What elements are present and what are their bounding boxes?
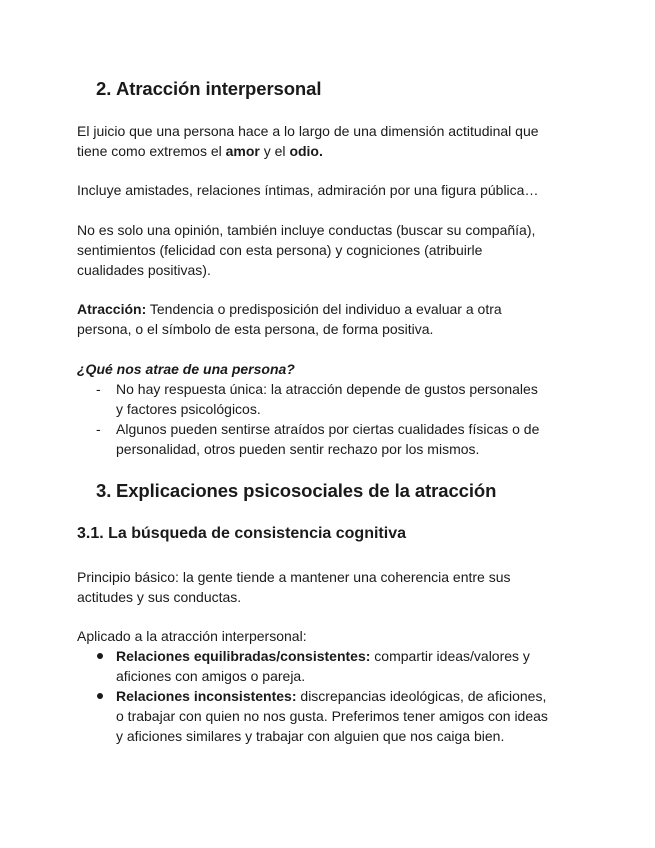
- question-heading: [77, 359, 592, 379]
- section-3-number: 3.: [96, 480, 112, 501]
- list-item-line: [116, 686, 597, 706]
- text-span: y el: [259, 143, 290, 159]
- dash-marker: -: [96, 421, 101, 437]
- paragraph-definition: [77, 121, 592, 161]
- section-2-number: 2.: [96, 78, 112, 99]
- paragraph-atraccion-definition: [77, 299, 592, 339]
- bullet-list: [77, 646, 597, 746]
- paragraph-line: actitudes y sus conductas.: [77, 589, 242, 605]
- paragraph-applied: [77, 626, 592, 646]
- list-item: [77, 646, 597, 686]
- text-span: Tendencia o predisposición del individuo a evaluar a otra: [146, 301, 502, 317]
- dash-list: [77, 379, 597, 459]
- list-item-line: [116, 646, 597, 666]
- paragraph-line: Principio básico: la gente tiende a mantener una coherencia entre sus: [77, 569, 511, 585]
- bullet-icon: [97, 693, 103, 699]
- list-item-line: No hay respuesta única: la atracción depende de gustos personales: [116, 381, 538, 397]
- list-item-line: o trabajar con quien no nos gusta. Preferimos tener amigos con ideas: [116, 708, 548, 724]
- paragraph-line: persona, o el símbolo de esta persona, de forma positiva.: [77, 321, 434, 337]
- paragraph-line: [77, 359, 592, 379]
- paragraph-line: Incluye amistades, relaciones íntimas, admiración por una figura pública…: [77, 182, 539, 198]
- bold-term-atraccion: Atracción:: [77, 301, 147, 317]
- list-item: [77, 419, 597, 459]
- text-span: tiene como extremos el: [77, 143, 226, 159]
- bullet-icon: [97, 653, 103, 659]
- text-span: compartir ideas/valores y: [370, 648, 530, 664]
- list-item-line: y factores psicológicos.: [116, 401, 261, 417]
- subsection-3-1-heading: 3.1. La búsqueda de consistencia cognitiva: [77, 525, 406, 542]
- paragraph-line: cualidades positivas).: [77, 262, 211, 278]
- section-2-title: Atracción interpersonal: [116, 78, 322, 99]
- list-item: [77, 686, 597, 746]
- bold-term: Relaciones inconsistentes:: [116, 688, 297, 704]
- section-2-heading: [96, 78, 321, 100]
- text-span: discrepancias ideológicas, de aficiones,: [296, 688, 547, 704]
- list-item-line: Algunos pueden sentirse atraídos por ciertas cualidades físicas o de: [116, 421, 540, 437]
- paragraph-line: sentimientos (felicidad con esta persona) y cogniciones (atribuirle: [77, 242, 483, 258]
- paragraph-line: No es solo una opinión, también incluye conductas (buscar su compañía),: [77, 222, 536, 238]
- list-item-line: y aficiones similares y trabajar con alguien que nos caiga bien.: [116, 728, 505, 744]
- paragraph-includes: [77, 180, 592, 200]
- list-item-line: personalidad, otros pueden sentir rechazo por los mismos.: [116, 441, 480, 457]
- list-item: [77, 379, 597, 419]
- paragraph-principle: [77, 567, 592, 607]
- bold-term-amor: amor: [225, 143, 260, 159]
- section-3-heading: [96, 480, 496, 502]
- bold-term-odio: odio.: [289, 143, 323, 159]
- bold-term: Relaciones equilibradas/consistentes:: [116, 648, 371, 664]
- section-3-title: Explicaciones psicosociales de la atracción: [116, 480, 497, 501]
- paragraph-line: [77, 299, 592, 319]
- paragraph-line: El juicio que una persona hace a lo largo de una dimensión actitudinal que: [77, 123, 539, 139]
- paragraph-conducts: [77, 220, 592, 280]
- paragraph-line: [77, 141, 592, 161]
- dash-marker: -: [96, 381, 101, 397]
- list-item-line: aficiones con amigos o pareja.: [116, 668, 306, 684]
- paragraph-line: Aplicado a la atracción interpersonal:: [77, 628, 307, 644]
- question-text: ¿Qué nos atrae de una persona?: [77, 361, 295, 377]
